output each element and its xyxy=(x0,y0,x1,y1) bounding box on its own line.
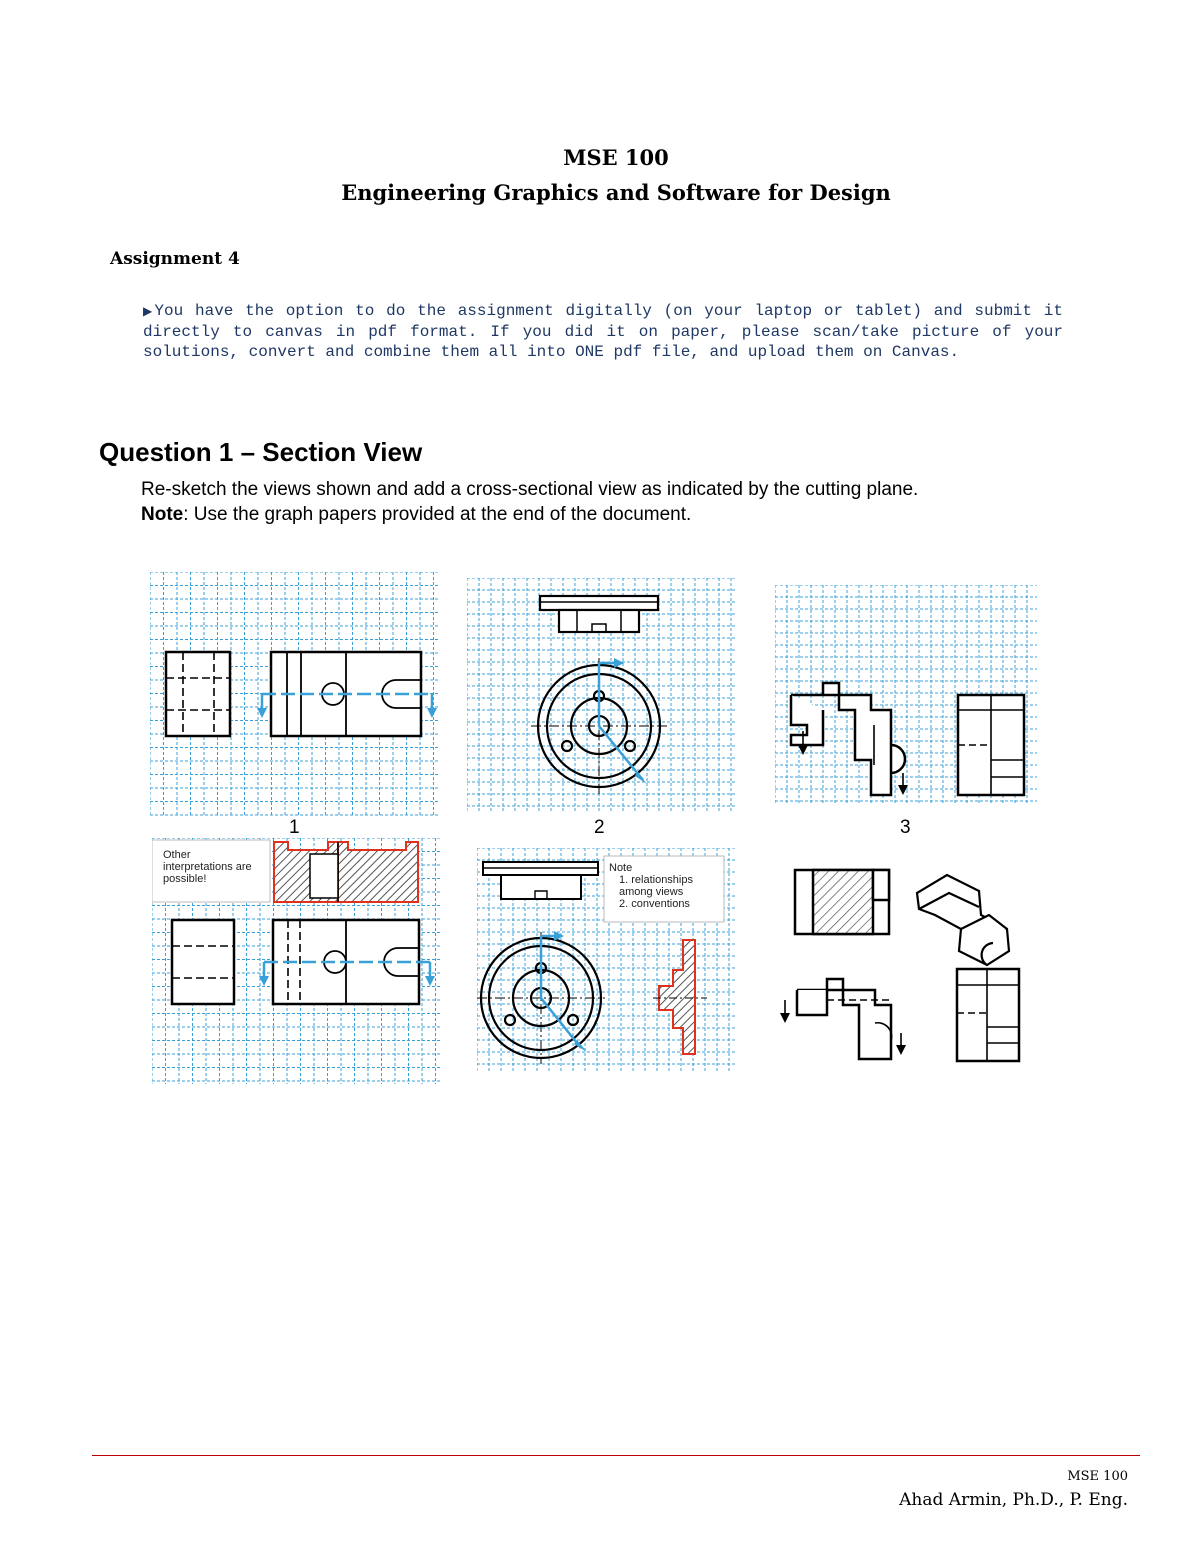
footer-divider xyxy=(92,1455,1140,1456)
assignment-title: Assignment 4 xyxy=(110,249,240,269)
question-1-text: Re-sketch the views shown and add a cross-sectional view as indicated by the cutting plane. xyxy=(141,479,919,500)
callout-note-title: Note xyxy=(609,862,633,874)
course-title: Engineering Graphics and Software for Design xyxy=(341,180,891,205)
instructions-text: You have the option to do the assignment digitally (on your laptop or tablet) and submit it directly to canvas in pdf format. If you did it on paper, please scan/take picture of your solutions, convert and combine them all into ONE pdf file, and upload them on Canvas. xyxy=(143,302,1063,361)
callout-note xyxy=(609,862,719,910)
callout-other-interpretations: Other interpretations are possible! xyxy=(163,849,252,885)
instructions xyxy=(143,301,1063,362)
question-1-heading: Question 1 – Section View xyxy=(99,437,423,467)
note-label: Note xyxy=(141,504,184,525)
figure-3-solution xyxy=(775,855,1037,1070)
figure-3-problem xyxy=(775,585,1037,805)
footer-course: MSE 100 xyxy=(1067,1469,1128,1484)
figure-label-2: 2 xyxy=(594,817,605,838)
callout-note-item-1: 1. relationships among views xyxy=(619,874,693,898)
footer-author: Ahad Armin, Ph.D., P. Eng. xyxy=(899,1490,1128,1510)
note-text: : Use the graph papers provided at the end of the document. xyxy=(183,504,692,525)
figure-2-problem xyxy=(467,578,735,813)
callout-note-item-2: 2. conventions xyxy=(619,898,690,910)
triangle-right-icon: ▶ xyxy=(143,305,155,319)
figure-label-3: 3 xyxy=(900,817,911,838)
question-1-note xyxy=(141,502,691,527)
figure-label-1: 1 xyxy=(289,817,300,838)
course-code: MSE 100 xyxy=(563,145,669,170)
figure-1-problem xyxy=(150,572,440,817)
